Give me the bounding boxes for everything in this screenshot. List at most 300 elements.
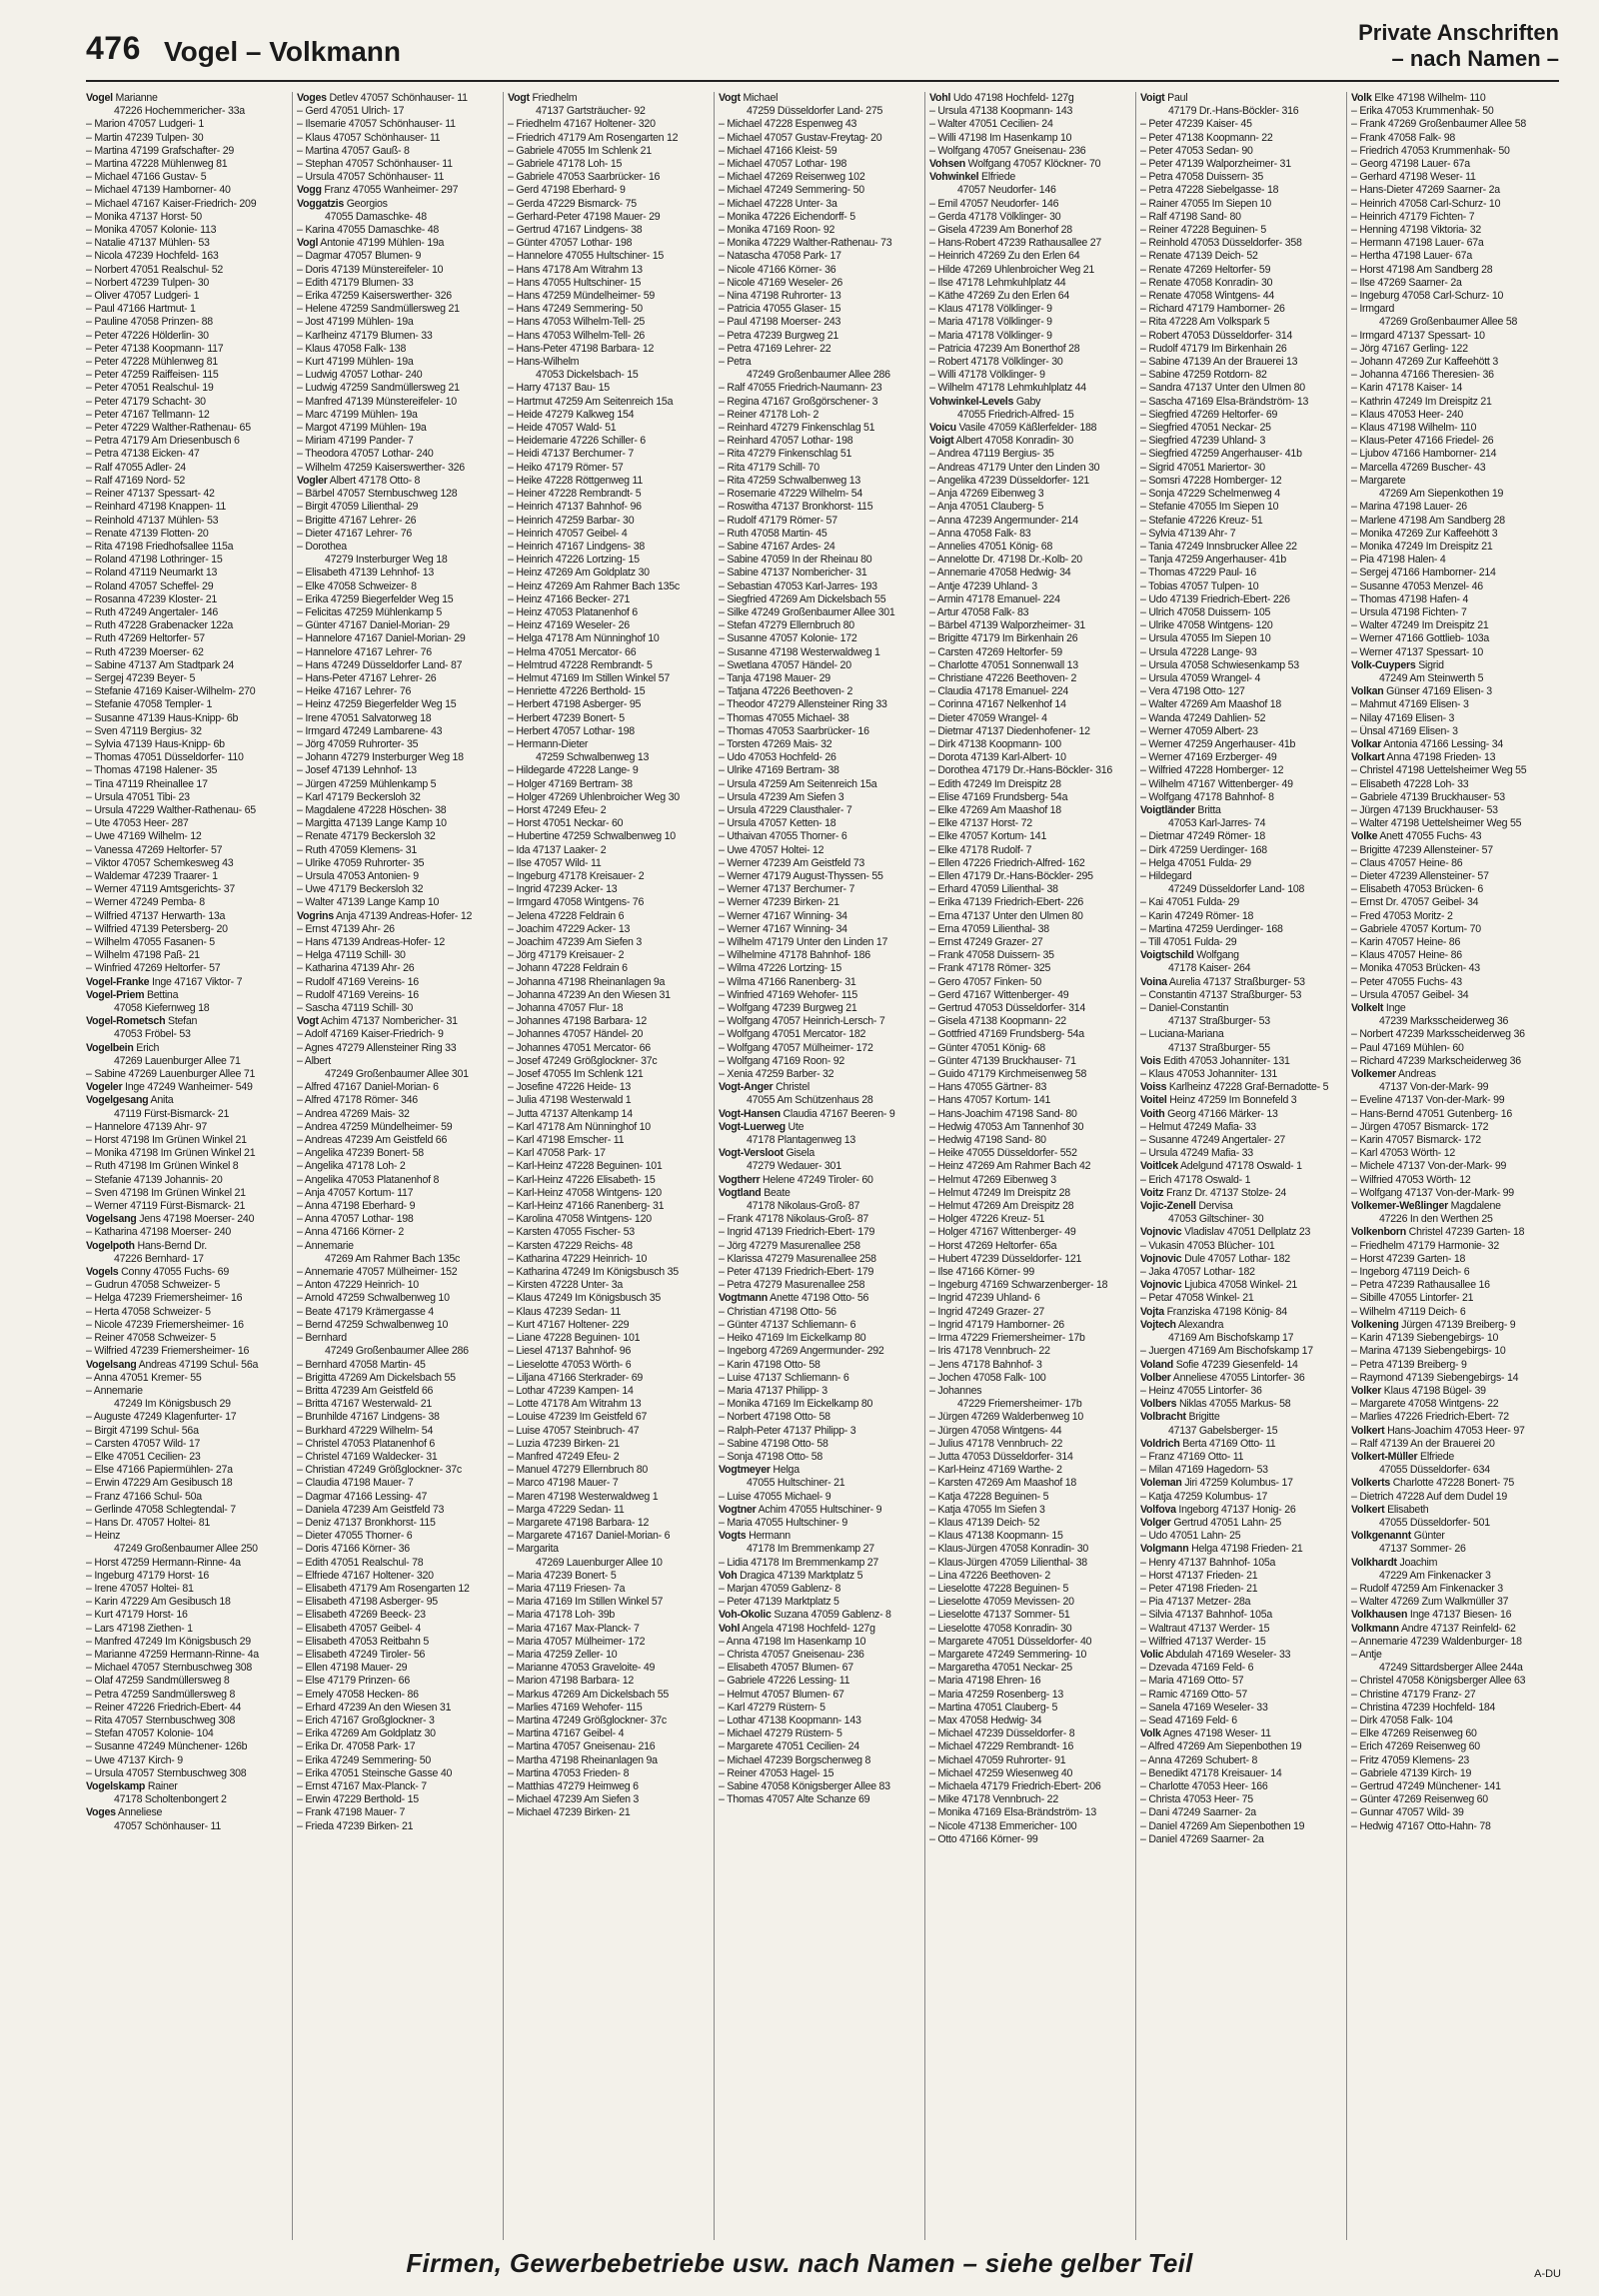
entry-text: – Ute 47053 Heer- 287 (86, 817, 189, 830)
listing-entry (1351, 316, 1554, 329)
listing-entry (1140, 910, 1343, 923)
listing-entry (1140, 1015, 1343, 1028)
listing-entry (297, 1094, 500, 1107)
entry-text: – Petra 47058 Duissern- 35 (1140, 171, 1264, 184)
listing-entry (508, 791, 711, 804)
listing-entry (508, 1253, 711, 1266)
entry-text: – Nicola 47239 Hochfeld- 163 (86, 250, 219, 263)
entry-text: – Frank 47178 Nikolaus-Groß- 87 (719, 1213, 869, 1226)
entry-text: – Sascha 47169 Elsa-Brändström- 13 (1140, 395, 1309, 408)
listing-entry (719, 1727, 921, 1740)
listing-entry (1351, 764, 1554, 777)
listing-entry (719, 857, 921, 870)
surname: Voith (1140, 1107, 1165, 1120)
listing-entry (86, 515, 289, 528)
entry-text: – Ingrid 47139 Friedrich-Ebert- 179 (719, 1226, 875, 1239)
entry-text: – Ernst 47249 Grazer- 27 (929, 936, 1043, 948)
entry-text: – Rudolf 47169 Vereins- 16 (297, 988, 419, 1001)
listing-entry (86, 92, 289, 105)
entry-text: – Wilfried 47137 Herwarth- 13a (86, 909, 226, 922)
name-range: Vogel – Volkmann (164, 36, 402, 67)
listing-entry (1351, 738, 1554, 751)
entry-text: – Sebastian 47053 Karl-Jarres- 193 (719, 579, 877, 592)
listing-entry (1351, 962, 1554, 975)
listing-entry (1140, 976, 1343, 989)
listing-entry (1140, 1820, 1343, 1833)
listing-entry (86, 1636, 289, 1649)
entry-text: Hans-Bernd Dr. (134, 1239, 207, 1252)
entry-text: – Gerd 47051 Ulrich- 17 (297, 105, 405, 118)
listing-entry (297, 515, 500, 528)
listing-entry (1140, 632, 1343, 645)
entry-text: – Stefan 47279 Ellernbruch 80 (719, 619, 854, 632)
listing-entry (1140, 1028, 1343, 1041)
listing-entry (86, 870, 289, 883)
listing-entry (929, 118, 1132, 131)
listing-entry (86, 883, 289, 896)
listing-entry (297, 580, 500, 593)
listing-entry (719, 567, 921, 579)
entry-text: – Siegfried 47269 Am Dickelsbach 55 (719, 592, 886, 605)
listing-entry (86, 685, 289, 698)
surname: Vogelpoth (86, 1239, 135, 1252)
listing-entry (719, 659, 921, 672)
entry-text: – Heike 47228 Röttgenweg 11 (508, 474, 643, 487)
listing-entry (1351, 132, 1554, 145)
listing-entry (508, 1121, 711, 1134)
entry-text: – Willi 47178 Völklinger- 9 (929, 369, 1045, 382)
listing-entry (929, 962, 1132, 975)
entry-text: – Ruth 47058 Martin- 45 (719, 527, 827, 540)
listing-entry (719, 132, 921, 145)
listing-entry (719, 1504, 921, 1517)
listing-entry (719, 976, 921, 989)
entry-text: Suzana 47059 Gablenz- 8 (771, 1609, 891, 1622)
listing-entry (1140, 1094, 1343, 1107)
entry-text: – Reinhold 47137 Mühlen- 53 (86, 514, 219, 527)
listing-entry (1351, 1332, 1554, 1345)
listing-entry (719, 1121, 921, 1134)
listing-entry (86, 1028, 289, 1041)
entry-text: – Angelika 47239 Bonert- 58 (297, 1147, 424, 1160)
listing-entry (1351, 804, 1554, 817)
listing-entry (719, 237, 921, 250)
listing-entry (929, 1649, 1132, 1662)
listing-entry (1140, 1345, 1343, 1358)
listing-entry (719, 158, 921, 171)
entry-text: – Harry 47137 Bau- 15 (508, 382, 610, 395)
listing-entry (719, 1398, 921, 1411)
listing-entry (1351, 250, 1554, 263)
entry-text: – Karin 47178 Kaiser- 14 (1351, 382, 1463, 395)
listing-entry (929, 1491, 1132, 1504)
listing-entry (508, 1134, 711, 1147)
entry-text: – Frank 47178 Römer- 325 (929, 962, 1051, 975)
entry-text: – Ursula 47228 Lange- 93 (1140, 645, 1257, 658)
entry-text: – Reiner 47053 Hagel- 15 (719, 1766, 834, 1779)
listing-entry (929, 1068, 1132, 1081)
listing-entry (86, 1662, 289, 1675)
entry-text: – Erika 47269 Am Goldplatz 30 (297, 1727, 436, 1740)
listing-entry (1140, 343, 1343, 356)
entry-text: – Klaus 47239 Sedan- 11 (508, 1305, 622, 1318)
listing-entry (1351, 1793, 1554, 1806)
listing-entry (1140, 659, 1343, 672)
listing-entry (929, 725, 1132, 738)
entry-text: Franziska 47198 König- 84 (1163, 1305, 1287, 1318)
entry-text: – Ralf 47169 Nord- 52 (86, 474, 185, 487)
listing-entry (1351, 145, 1554, 158)
listing-entry (1351, 1055, 1554, 1068)
listing-entry (297, 1292, 500, 1305)
listing-entry (508, 1359, 711, 1372)
entry-text: – Helma 47051 Mercator- 66 (508, 645, 637, 658)
listing-entry (1351, 488, 1554, 501)
entry-text: – Paul 47169 Mühlen- 60 (1351, 1041, 1464, 1054)
listing-entry (86, 791, 289, 804)
listing-entry (719, 1715, 921, 1727)
entry-text: – Brunhilde 47167 Lindgens- 38 (297, 1411, 440, 1424)
listing-entry (929, 778, 1132, 791)
listing-entry (297, 659, 500, 672)
listing-entry (508, 976, 711, 989)
column-divider (714, 92, 715, 2240)
listing-entry (1351, 1147, 1554, 1160)
surname: Vogtmeyer (719, 1464, 771, 1477)
listing-entry (86, 1372, 289, 1385)
entry-text: – Benedikt 47178 Kreisauer- 14 (1140, 1766, 1282, 1779)
entry-text: Inge 47167 Viktor- 7 (149, 975, 243, 988)
listing-entry (929, 1002, 1132, 1015)
entry-text: – Waltraut 47137 Werder- 15 (1140, 1622, 1270, 1635)
listing-entry (929, 567, 1132, 579)
entry-text: Karlheinz 47228 Graf-Bernadotte- 5 (1166, 1081, 1329, 1094)
entry-text: – Ilsemarie 47057 Schönhauser- 11 (297, 118, 456, 131)
entry-text: – Ursula 47057 Ketten- 18 (719, 817, 836, 830)
listing-entry (1140, 646, 1343, 659)
listing-entry (86, 1649, 289, 1662)
listing-entry (508, 224, 711, 237)
listing-entry (508, 1583, 711, 1596)
entry-text: – Erika 47249 Semmering- 50 (297, 1753, 431, 1766)
entry-text: Elke 47198 Wilhelm- 110 (1371, 92, 1486, 104)
entry-text: – Ralf 47055 Friedrich-Naumann- 23 (719, 382, 882, 395)
entry-text: – Richard 47239 Markscheiderweg 36 (1351, 1054, 1521, 1067)
listing-entry (86, 1820, 289, 1833)
entry-text: – Anja 47269 Eibenweg 3 (929, 488, 1044, 501)
listing-entry (1140, 619, 1343, 632)
listing-entry (508, 1372, 711, 1385)
listing-entry (297, 1780, 500, 1793)
surname: Vogt-Anger (719, 1081, 774, 1094)
listing-entry (508, 725, 711, 738)
entry-text: – Karl 47053 Wörth- 12 (1351, 1147, 1456, 1160)
entry-text: – Kirsten 47228 Unter- 3a (508, 1279, 624, 1292)
listing-entry (929, 1187, 1132, 1200)
listing-entry (86, 343, 289, 356)
listing-entry (297, 1042, 500, 1055)
entry-text: Erich (133, 1041, 160, 1054)
entry-text: – Brigitte 47239 Allensteiner- 57 (1351, 843, 1493, 856)
entry-text: – Günter 47051 König- 68 (929, 1041, 1045, 1054)
entry-text: – Udo 47051 Lahn- 25 (1140, 1530, 1241, 1543)
entry-text: – Margarete 47058 Wintgens- 22 (1351, 1398, 1499, 1411)
listing-entry (508, 883, 711, 896)
listing-entry (86, 698, 289, 711)
listing-entry (719, 1240, 921, 1253)
entry-text: Günter (1411, 1530, 1445, 1543)
entry-text: – Raymond 47139 Siebengebirgs- 14 (1351, 1371, 1519, 1384)
surname: Vojnovic (1140, 1226, 1182, 1239)
entry-text: – Bärbel 47139 Walporzheimer- 31 (929, 619, 1085, 632)
entry-text: – Peter 47226 Hölderlin- 30 (86, 329, 209, 342)
listing-entry (1140, 1319, 1343, 1332)
entry-text: – Peter 47198 Frieden- 21 (1140, 1582, 1258, 1595)
entry-text: – Wolfgang 47051 Mercator- 182 (719, 1028, 866, 1041)
entry-text: – Kurt 47167 Holtener- 229 (508, 1318, 630, 1331)
entry-text: – Walter 47249 Im Dreispitz 21 (1351, 619, 1489, 632)
listing-entry (86, 211, 289, 224)
entry-text: 47249 Großenbaumer Allee 286 (747, 369, 890, 382)
listing-entry (1140, 764, 1343, 777)
listing-entry (719, 290, 921, 303)
listing-entry (719, 1583, 921, 1596)
listing-entry (1140, 1675, 1343, 1688)
listing-entry (929, 870, 1132, 883)
listing-entry (929, 698, 1132, 711)
entry-text: – Friedrich 47053 Krummenhak- 50 (1351, 144, 1510, 157)
listing-entry (297, 1134, 500, 1147)
entry-text: – Christa 47053 Heer- 75 (1140, 1793, 1253, 1806)
entry-text: – Jutta 47053 Düsseldorfer- 314 (929, 1450, 1073, 1463)
entry-text: Wolfgang (1193, 949, 1239, 962)
listing-entry (719, 1649, 921, 1662)
entry-text: – Werner 47119 Amtsgerichts- 37 (86, 883, 236, 896)
entry-text: – Wilhelm 47178 Lehmkuhlplatz 44 (929, 382, 1086, 395)
entry-text: – Peter 47055 Fuchs- 43 (1351, 975, 1462, 988)
entry-text: – Sabine 47198 Otto- 58 (719, 1437, 828, 1450)
entry-text: – Roland 47119 Neumarkt 13 (86, 567, 218, 579)
listing-entry (86, 1411, 289, 1424)
listing-entry (929, 1754, 1132, 1767)
entry-text: – Wilma 47226 Lortzing- 15 (719, 962, 842, 975)
entry-text: – Helmut 47249 Im Dreispitz 28 (929, 1186, 1070, 1199)
entry-text: – Helmtrud 47228 Rembrandt- 5 (508, 658, 653, 671)
entry-text: – Dani 47249 Saarner- 2a (1140, 1806, 1256, 1819)
entry-text: – Magdalene 47228 Höschen- 38 (297, 803, 447, 816)
listing-entry (508, 1292, 711, 1305)
entry-text: – Uwe 47169 Wilhelm- 12 (86, 830, 202, 843)
listing-entry (1351, 1543, 1554, 1556)
listing-entry (86, 224, 289, 237)
listing-entry (86, 751, 289, 764)
listing-entry (86, 976, 289, 989)
listing-entry (508, 1675, 711, 1688)
listing-entry (719, 1147, 921, 1160)
surname: Vogt-Versloot (719, 1147, 784, 1160)
entry-text: – Maria 47169 Im Stillen Winkel 57 (508, 1596, 664, 1609)
listing-entry (1140, 448, 1343, 461)
surname: Voitel (1140, 1094, 1167, 1107)
listing-entry (1140, 1266, 1343, 1279)
listing-entry (86, 1345, 289, 1358)
listing-entry (1351, 1385, 1554, 1398)
listing-entry (1140, 1649, 1343, 1662)
listing-entry (1351, 870, 1554, 883)
entry-text: – Michele 47137 Von-der-Mark- 99 (1351, 1160, 1507, 1173)
listing-entry (508, 1754, 711, 1767)
listing-entry (1140, 1530, 1343, 1543)
surname: Vogel-Priem (86, 988, 145, 1001)
entry-text: – Frank 47058 Falk- 98 (1351, 131, 1456, 144)
listing-entry (508, 1200, 711, 1213)
listing-entry (508, 475, 711, 488)
entry-text: 47249 Düsseldorfer Land- 108 (1168, 883, 1305, 896)
entry-text: – Wanda 47249 Dahlien- 52 (1140, 711, 1266, 724)
listing-entry (929, 541, 1132, 554)
entry-text: – Emil 47057 Neudorfer- 146 (929, 197, 1059, 210)
entry-text: 47053 Dickelsbach- 15 (536, 369, 639, 382)
listing-entry (719, 1438, 921, 1451)
surname: Vogt-Luerweg (719, 1120, 786, 1133)
entry-text: – Sibille 47055 Lintorfer- 21 (1351, 1292, 1474, 1305)
column-divider (1346, 92, 1347, 2240)
listing-entry (929, 1702, 1132, 1715)
listing-entry (1351, 857, 1554, 870)
entry-text: – Rudolf 47169 Vereins- 16 (297, 975, 419, 988)
listing-entry (1140, 1068, 1343, 1081)
surname: Vogtner (719, 1503, 757, 1516)
listing-entry (297, 356, 500, 369)
entry-text: 47269 Lauenburger Allee 10 (536, 1556, 663, 1569)
listing-entry (719, 171, 921, 184)
listing-entry (929, 1226, 1132, 1239)
entry-text: – Maria 47178 Völklinger- 9 (929, 329, 1052, 342)
entry-text: – Monika 47053 Brücken- 43 (1351, 962, 1480, 975)
listing-entry (86, 1081, 289, 1094)
entry-text: – Rudolf 47259 Am Finkenacker 3 (1351, 1582, 1503, 1595)
listing-entry (1140, 515, 1343, 528)
entry-text: – Elisabeth 47053 Brücken- 6 (1351, 883, 1483, 896)
entry-text: – Reinhard 47279 Finkenschlag 51 (719, 422, 875, 435)
listing-entry (719, 211, 921, 224)
listing-entry (719, 685, 921, 698)
entry-text: – Klaus 47139 Deich- 52 (929, 1516, 1040, 1529)
listing-entry (719, 501, 921, 514)
entry-text: Beate (761, 1186, 791, 1199)
listing-entry (86, 1504, 289, 1517)
entry-text: – Susanne 47249 Angertaler- 27 (1140, 1134, 1286, 1147)
listing-entry (719, 593, 921, 606)
listing-entry (929, 528, 1132, 541)
listing-entry (1140, 290, 1343, 303)
listing-entry (1140, 830, 1343, 843)
listing-entry (1351, 817, 1554, 830)
entry-text: – Dagmar 47057 Blumen- 9 (297, 250, 422, 263)
entry-text: – Rita 47198 Friedhofsallee 115a (86, 540, 234, 553)
listing-entry (86, 382, 289, 395)
entry-text: – Ünsal 47169 Elisen- 3 (1351, 724, 1458, 737)
listing-entry (297, 250, 500, 263)
entry-text: – Thomas 47055 Michael- 38 (719, 711, 849, 724)
entry-text: – Monika 47249 Im Dreispitz 21 (1351, 540, 1493, 553)
listing-entry (719, 1345, 921, 1358)
entry-text: – Manfred 47139 Münstereifeler- 10 (297, 395, 457, 408)
entry-text: – Claus 47057 Heine- 86 (1351, 856, 1463, 869)
entry-text: – Marco 47198 Mauer- 7 (508, 1477, 619, 1490)
entry-text: – Rita 47279 Finkenschlag 51 (719, 448, 852, 461)
entry-text: – Somsri 47228 Homberger- 12 (1140, 474, 1282, 487)
entry-text: – Marina 47198 Lauer- 26 (1351, 501, 1467, 514)
entry-text: – Johannes 47198 Barbara- 12 (508, 1015, 648, 1028)
listing-entry (929, 1411, 1132, 1424)
entry-text: – Daniel-Constantin (1140, 1002, 1229, 1015)
listing-entry (929, 738, 1132, 751)
entry-text: – Heinz 47055 Lintorfer- 36 (1140, 1384, 1262, 1397)
listing-entry (297, 1740, 500, 1753)
entry-text: – Hubert 47239 Düsseldorfer- 121 (929, 1252, 1082, 1265)
entry-text: – Marianne 47053 Graveloite- 49 (508, 1662, 656, 1675)
listing-entry (508, 698, 711, 711)
entry-text: – Ursula 47057 Schönhauser- 11 (297, 171, 445, 184)
listing-entry (1351, 1491, 1554, 1504)
entry-text: – Manfred 47249 Efeu- 2 (508, 1450, 620, 1463)
entry-text: 47137 Straßburger- 55 (1168, 1041, 1270, 1054)
entry-text: – Louise 47239 Im Geistfeld 67 (508, 1411, 648, 1424)
entry-text: – Oliver 47057 Ludgeri- 1 (86, 290, 200, 303)
listing-entry (1351, 1359, 1554, 1372)
entry-text: – Milan 47169 Hagedorn- 53 (1140, 1464, 1268, 1477)
entry-text: – Sanela 47169 Weseler- 33 (1140, 1701, 1268, 1714)
entry-text: Jiri 47259 Kolumbus- 17 (1181, 1477, 1293, 1490)
listing-entry (297, 1068, 500, 1081)
entry-text: – Artur 47058 Falk- 83 (929, 605, 1029, 618)
entry-text: – Liane 47228 Beguinen- 101 (508, 1332, 641, 1345)
entry-text: – Klarissa 47279 Masurenallee 258 (719, 1252, 876, 1265)
entry-text: 47178 Kaiser- 264 (1168, 962, 1251, 975)
listing-entry (1351, 554, 1554, 567)
entry-text: – Michael 47059 Ruhrorter- 91 (929, 1753, 1066, 1766)
listing-entry (929, 356, 1132, 369)
listing-entry (508, 844, 711, 857)
entry-text: Conny 47055 Fuchs- 69 (118, 1266, 229, 1279)
listing-entry (1351, 1411, 1554, 1424)
entry-text: – Peter 47053 Sedan- 90 (1140, 144, 1253, 157)
listing-entry (929, 1675, 1132, 1688)
entry-text: – Johanna 47198 Rheinanlagen 9a (508, 975, 666, 988)
entry-text: – Petra 47259 Sandmüllersweg 8 (86, 1688, 236, 1701)
listing-entry (719, 515, 921, 528)
entry-text: – Joachim 47229 Acker- 13 (508, 922, 631, 935)
entry-text: – Heike 47167 Lehrer- 76 (297, 685, 412, 698)
listing-entry (508, 356, 711, 369)
entry-text: – Georg 47198 Lauer- 67a (1351, 158, 1470, 171)
listing-entry (929, 910, 1132, 923)
entry-text: – Christel 47058 Königsberger Allee 63 (1351, 1675, 1526, 1688)
entry-text: – Hedwig 47198 Sand- 80 (929, 1134, 1046, 1147)
listing-entry (1351, 118, 1554, 131)
listing-entry (1140, 171, 1343, 184)
listing-entry (929, 659, 1132, 672)
listing-entry (719, 1411, 921, 1424)
listing-entry (297, 1675, 500, 1688)
entry-text: – Annemarie 47058 Hedwig- 34 (929, 567, 1071, 579)
listing-entry (508, 211, 711, 224)
listing-entry (86, 1754, 289, 1767)
entry-text: – Monika 47226 Eichendorff- 5 (719, 210, 855, 223)
entry-text: – Uthaivan 47055 Thorner- 6 (719, 830, 847, 843)
listing-entry (297, 422, 500, 435)
